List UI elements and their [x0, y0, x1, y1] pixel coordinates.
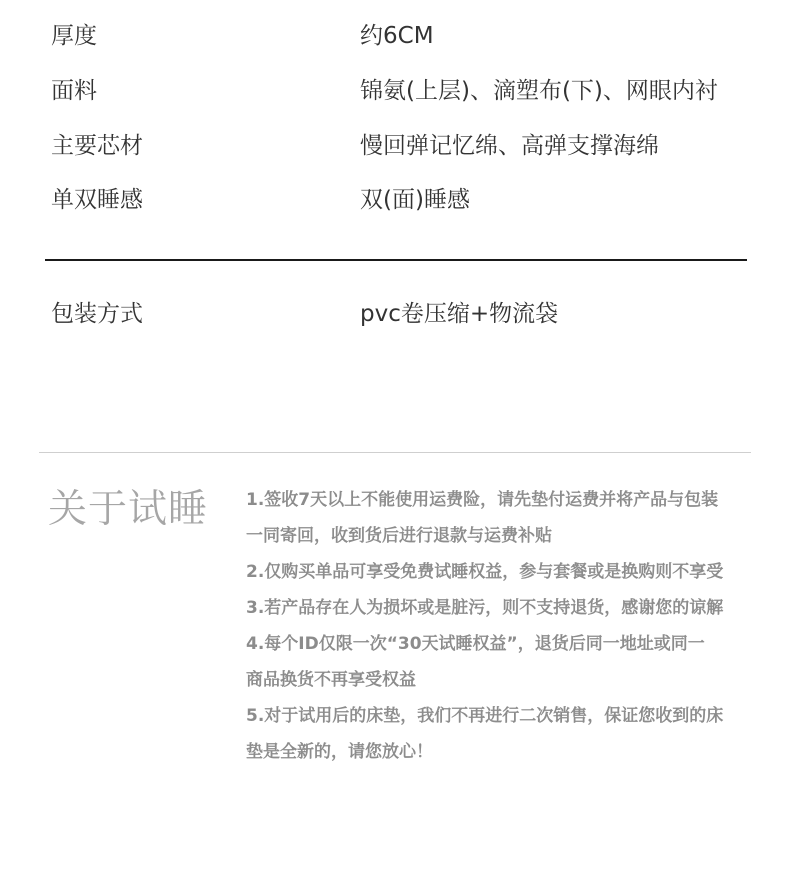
spec-row-fabric — [0, 71, 790, 111]
spec-value-feel: 双(面)睡感 — [360, 187, 470, 213]
note-line: 商品换货不再享受权益 — [246, 670, 416, 690]
spec-value-packaging: pvc卷压缩+物流袋 — [360, 301, 559, 327]
spec-label-fabric: 面料 — [51, 78, 97, 104]
about-trial-notes — [246, 482, 756, 770]
note-line: 4.每个ID仅限一次“30天试睡权益”，退货后同一地址或同一 — [246, 634, 705, 654]
spec-value-fabric: 锦氨(上层)、滴塑布(下)、网眼内衬 — [360, 78, 718, 104]
note-line: 3.若产品存在人为损坏或是脏污，则不支持退货，感谢您的谅解 — [246, 598, 724, 618]
spec-row-feel — [0, 180, 790, 220]
spec-label-thickness: 厚度 — [51, 23, 97, 49]
about-trial-title: 关于试睡 — [48, 487, 209, 532]
spec-row-thickness — [0, 16, 790, 56]
spec-row-packaging — [0, 294, 790, 334]
section-divider — [39, 452, 751, 453]
spec-value-thickness: 约6CM — [360, 23, 434, 49]
note-line: 垫是全新的，请您放心！ — [246, 742, 433, 762]
spec-value-core: 慢回弹记忆绵、高弹支撑海绵 — [360, 133, 659, 159]
spec-row-core — [0, 126, 790, 166]
note-line: 一同寄回，收到货后进行退款与运费补贴 — [246, 526, 552, 546]
spec-label-packaging: 包装方式 — [51, 301, 143, 327]
note-line: 1.签收7天以上不能使用运费险，请先垫付运费并将产品与包装 — [246, 490, 719, 510]
spec-label-core: 主要芯材 — [51, 133, 143, 159]
spec-divider — [45, 259, 747, 261]
note-line: 2.仅购买单品可享受免费试睡权益，参与套餐或是换购则不享受 — [246, 562, 724, 582]
note-line: 5.对于试用后的床垫，我们不再进行二次销售，保证您收到的床 — [246, 706, 724, 726]
spec-label-feel: 单双睡感 — [51, 187, 143, 213]
